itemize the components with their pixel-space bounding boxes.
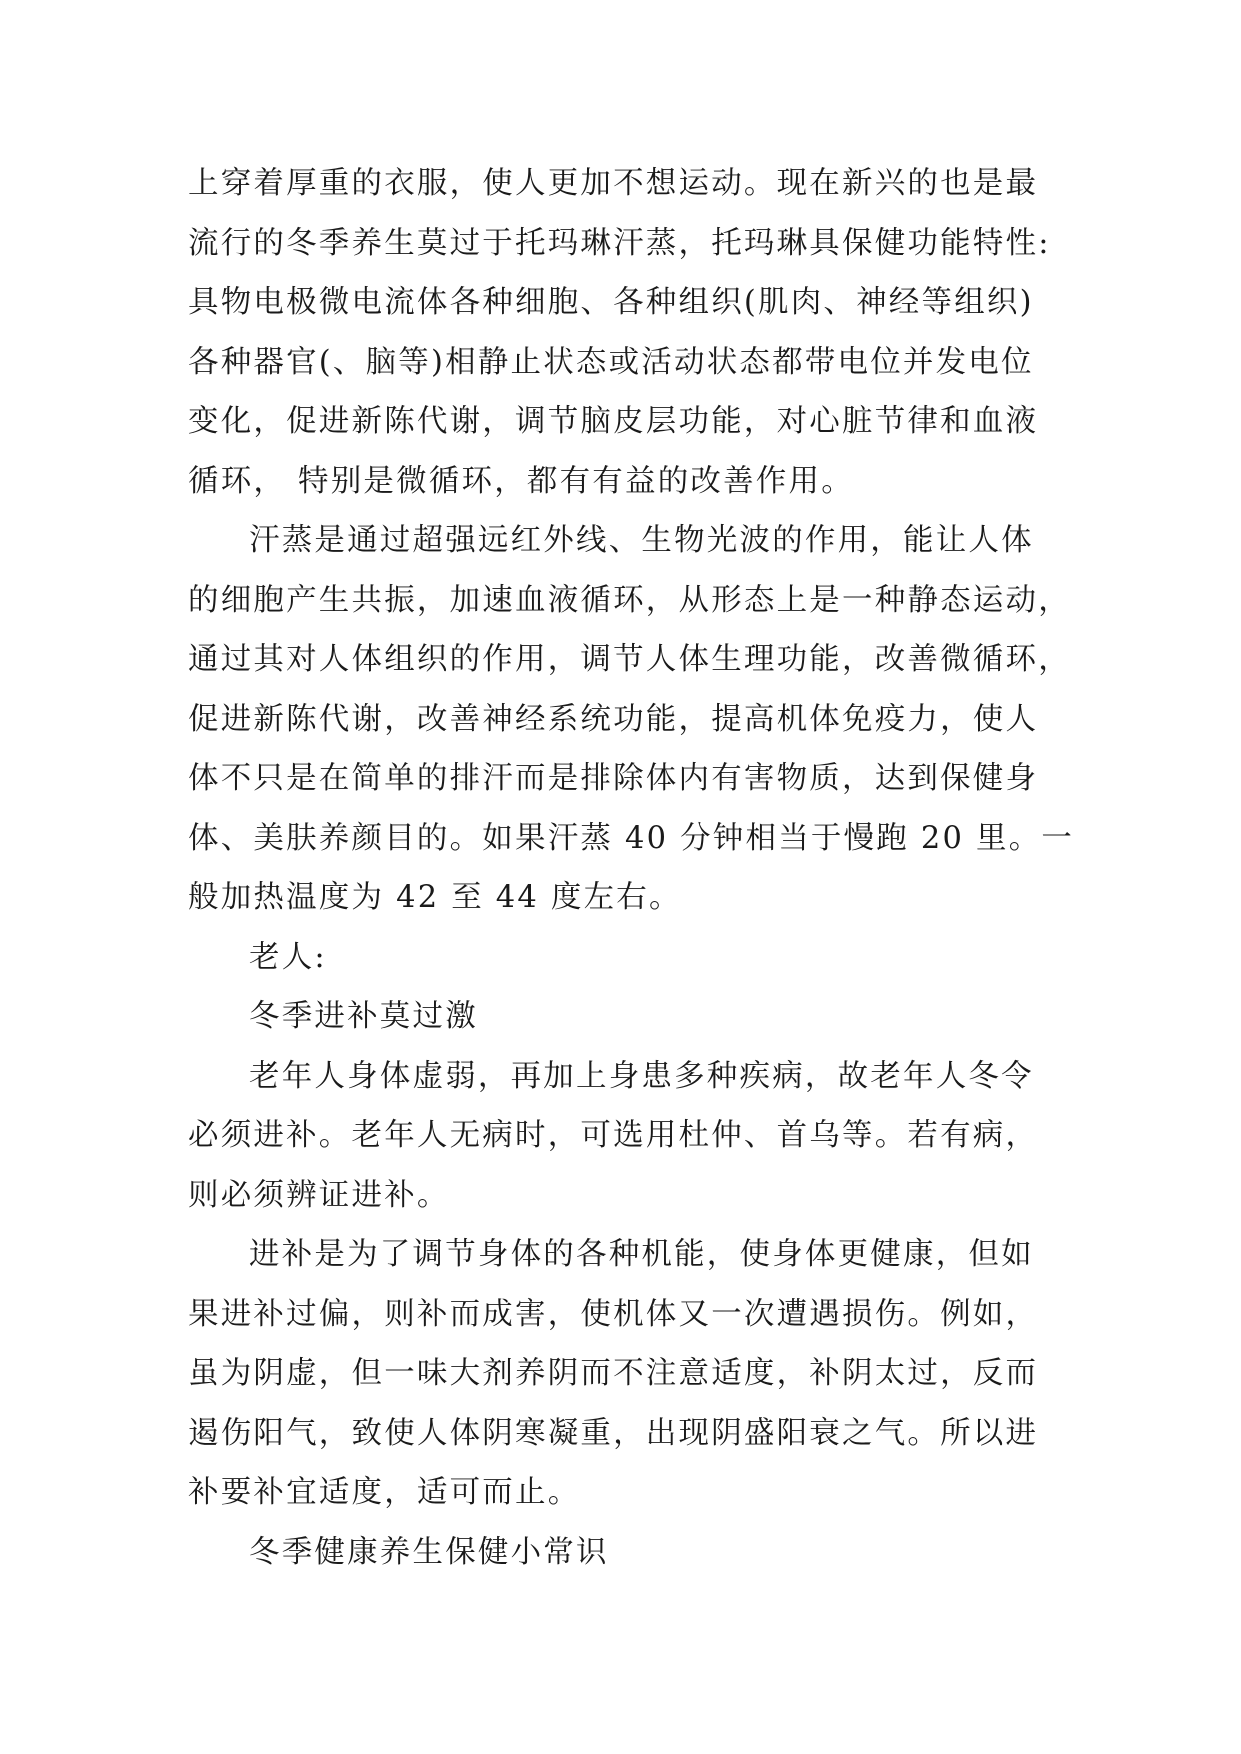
section-heading-health-tips [188,1523,1063,1583]
paragraph-line: 体不只是在简单的排汗而是排除体内有害物质，达到保健身 [188,761,1039,796]
paragraph-elderly-tonic [188,1047,1063,1226]
heading-line: 老人: [249,939,327,975]
section-heading-elderly [188,928,1063,988]
paragraph-tonic-moderation [188,1225,1063,1523]
subheading-winter-tonic [188,987,1063,1047]
heading-line: 冬季进补莫过激 [249,999,478,1034]
paragraph-line: 循环， 特别是微循环，都有有益的改善作用。 [188,463,854,499]
heading-line: 冬季健康养生保健小常识 [249,1534,609,1570]
paragraph-line: 各种器官(、脑等)相静止状态或活动状态都带电位并发电位 [188,344,1034,380]
paragraph-line: 变化，促进新陈代谢，调节脑皮层功能，对心脏节律和血液 [188,404,1039,439]
paragraph-line: 般加热温度为 42 至 44 度左右。 [188,880,682,915]
paragraph-line: 体、美肤养颜目的。如果汗蒸 40 分钟相当于慢跑 20 里。一 [188,820,1075,856]
paragraph-line: 必须进补。老年人无病时，可选用杜仲、首乌等。若有病， [188,1118,1039,1153]
paragraph-line: 流行的冬季养生莫过于托玛琳汗蒸，托玛琳具保健功能特性: [188,225,1051,261]
paragraph-line: 老年人身体虚弱，再加上身患多种疾病，故老年人冬令 [249,1058,1034,1094]
paragraph-tourmaline-sauna [188,154,1063,511]
paragraph-line: 果进补过偏，则补而成害，使机体又一次遭遇损伤。例如， [188,1296,1039,1332]
paragraph-line: 促进新陈代谢，改善神经系统功能，提高机体免疫力，使人 [188,701,1039,737]
paragraph-line: 具物电极微电流体各种细胞、各种组织(肌肉、神经等组织) [188,285,1034,320]
paragraph-sauna-benefits [188,511,1075,928]
paragraph-line: 虽为阴虚，但一味大剂养阴而不注意适度，补阴太过，反而 [188,1356,1039,1391]
paragraph-line: 补要补宜适度，适可而止。 [188,1475,581,1510]
paragraph-line: 进补是为了调节身体的各种机能，使身体更健康，但如 [249,1237,1034,1272]
paragraph-line: 的细胞产生共振，加速血液循环，从形态上是一种静态运动， [188,582,1071,618]
paragraph-line: 则必须辨证进补。 [188,1177,450,1213]
document-body [188,154,1075,1582]
paragraph-line: 汗蒸是通过超强远红外线、生物光波的作用，能让人体 [249,523,1034,558]
paragraph-line: 通过其对人体组织的作用，调节人体生理功能，改善微循环， [188,642,1071,677]
paragraph-line: 上穿着厚重的衣服，使人更加不想运动。现在新兴的也是最 [188,166,1039,201]
paragraph-line: 遏伤阳气，致使人体阴寒凝重，出现阴盛阳衰之气。所以进 [188,1415,1039,1451]
